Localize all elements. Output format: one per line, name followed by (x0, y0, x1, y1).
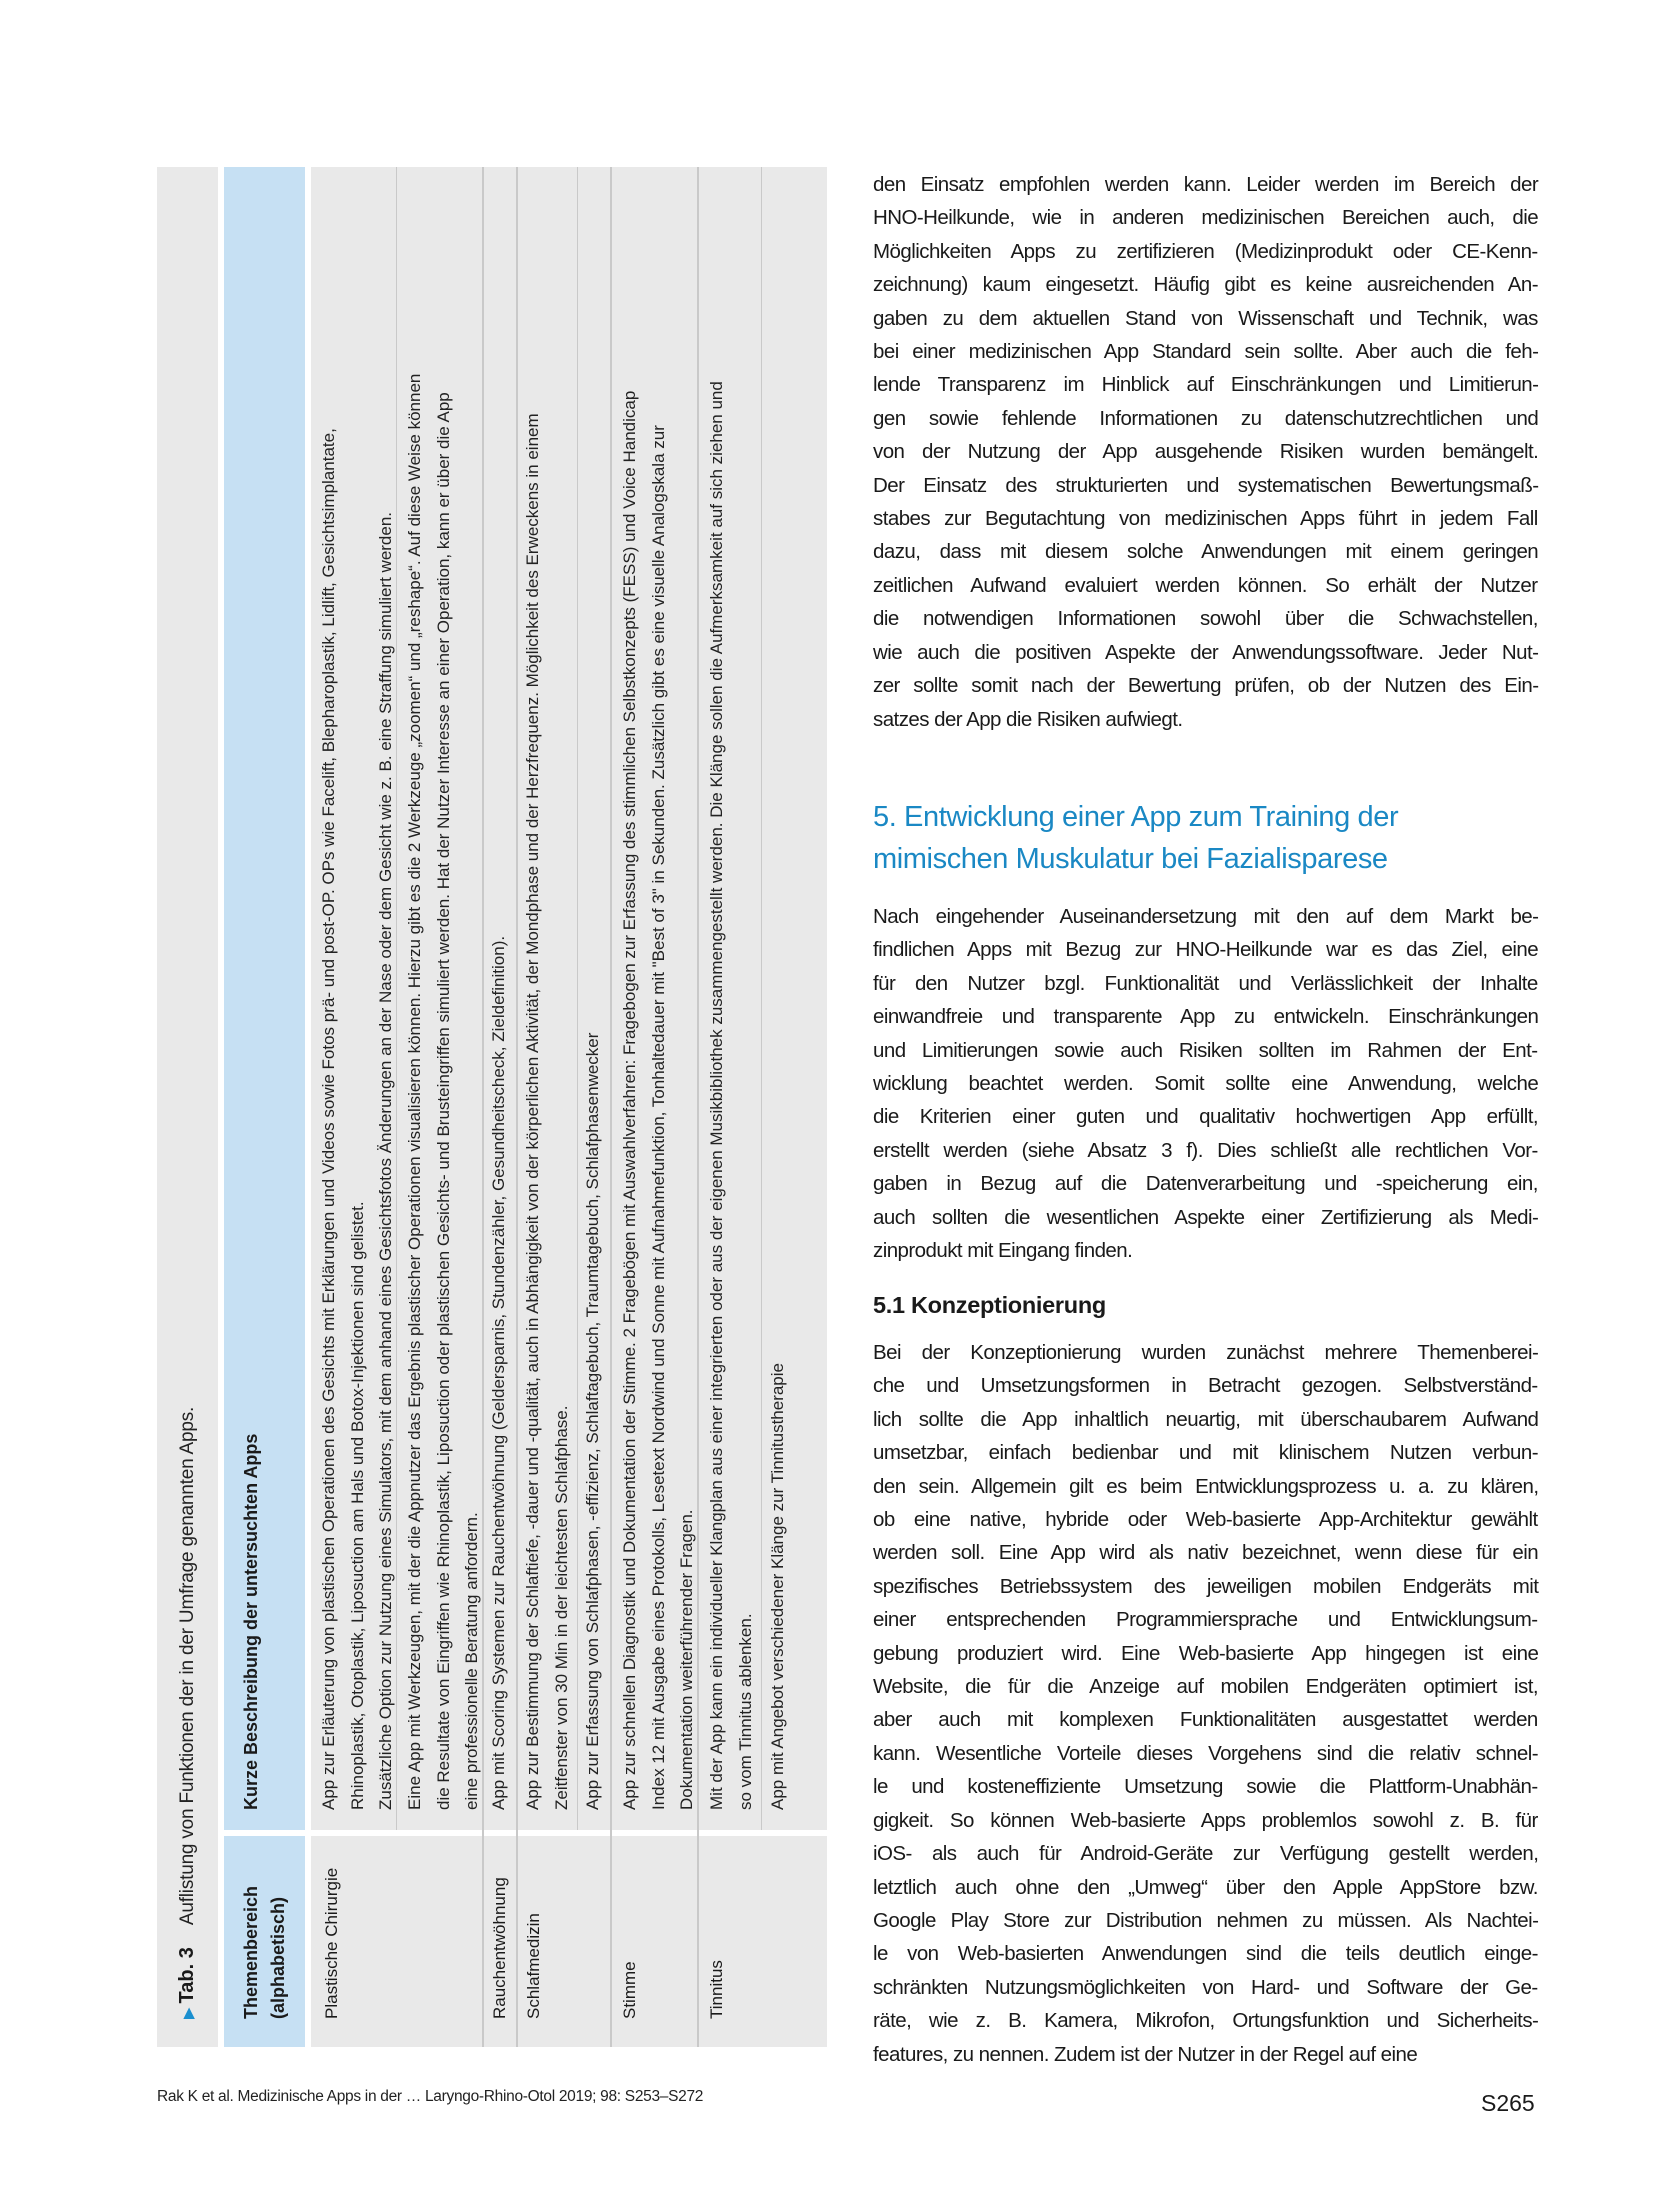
text-line: Nach eingehender Auseinandersetzung mit den auf dem Markt be- (873, 905, 1539, 928)
page-number: S265 (1481, 2090, 1535, 2116)
text-line: spezifisches Betriebssystem des jeweiligen mobilen Endgeräts mit (873, 1574, 1539, 1598)
header-col1-line1: Themenbereich (241, 1885, 261, 2019)
column-divider (518, 1830, 610, 1836)
text-line: die Kriterien einer guten und qualitativ hochwertigen App erfüllt, (873, 1105, 1539, 1129)
text-line: und Limitierungen sowie auch Risiken sollten im Rahmen der Ent- (873, 1038, 1538, 1062)
desc-line: App mit Scoring Systemen zur Rauchentwöhnung (Geldersparnis, Stundenzähler, Gesundheitscheck, Zieldefinition). (489, 935, 508, 1810)
text-line: wie auch die positiven Aspekte der Anwendungssoftware. Jeder Nut- (873, 640, 1539, 664)
text-line: iOS- als auch für Android-Geräte zur Verfügung gestellt werden, (873, 1842, 1539, 1866)
desc-line: Zusätzliche Option zur Nutzung eines Simulators, mit dem anhand eines Gesichtsfotos Änderungen an der Nase oder dem Gesicht wie z. B. eine Straffung simuliert werden. (376, 511, 395, 1810)
table-row (397, 167, 484, 1830)
text-line: erstellt werden (siehe Absatz 3 f). Dies schließt alle rechtlichen Vor- (873, 1138, 1538, 1162)
text-line: Google Play Store zur Distribution nehmen zu müssen. Als Nachtei- (873, 1908, 1539, 1932)
table-row (518, 167, 578, 1830)
text-line: den sein. Allgemein gilt es beim Entwicklungsprozess u. a. zu klären, (873, 1474, 1539, 1498)
column-divider (699, 1830, 827, 1836)
table-group-schlafmedizin (518, 167, 612, 2047)
text-line: kann. Wesentliche Vorteile dieses Vorgehens sind die relativ schnel- (873, 1741, 1538, 1765)
topic-cell: Rauchentwöhnung (490, 1877, 509, 2019)
subsection-paragraph (873, 1336, 1538, 2071)
text-line: Möglichkeiten Apps zu zertifizieren (Medizinprodukt oder CE-Kenn- (873, 239, 1538, 263)
text-line: einer entsprechenden Programmiersprache und Entwicklungsum- (873, 1608, 1538, 1632)
header-beschreibung: Kurze Beschreibung der untersuchten Apps (224, 167, 305, 1830)
text-line: umsetzbar, einfach bedienbar und mit klinischem Nutzen verbun- (873, 1441, 1539, 1465)
triangle-marker-icon: ▶ (179, 2007, 197, 2019)
desc-line: eine professionelle Beratung anfordern. (462, 1512, 481, 1810)
text-line: satzes der App die Risiken aufwiegt. (873, 707, 1183, 731)
text-line: stabes zur Begutachtung von medizinischen Apps führt in jedem Fall (873, 507, 1538, 531)
topic-cell: Tinnitus (707, 1960, 726, 2019)
column-divider (612, 1830, 697, 1836)
table-row (699, 167, 762, 1830)
text-line: gebung produziert wird. Eine Web-basierte App hingegen ist eine (873, 1641, 1539, 1665)
table-header (224, 167, 305, 2047)
text-line: die notwendigen Informationen sowohl über die Schwachstellen, (873, 607, 1538, 631)
text-line: lich sollte die App inhaltlich neuartig, mit überschaubarem Aufwand (873, 1407, 1539, 1431)
text-line: für den Nutzer bzgl. Funktionalität und Verlässlichkeit der Inhalte (873, 971, 1538, 995)
text-line: räte, wie z. B. Kamera, Mikrofon, Ortungsfunktion und Sicherheits- (873, 2009, 1539, 2033)
desc-line: Dokumentation weiterführender Fragen. (677, 1509, 696, 1810)
desc-line: App zur schnellen Diagnostik und Dokumentation der Stimme. 2 Fragebögen mit Auswahlverfahren: Fragebogen zur Erfassung des stimmlichen Selbstkonzepts (FESS) und Voice Handicap (620, 390, 639, 1810)
header-col1-line2: (alphabetisch) (268, 1896, 288, 2019)
table-group-stimme (612, 167, 699, 2047)
topic-cell: Plastische Chirurgie (322, 1867, 341, 2019)
desc-line: die Resultate von Eingriffen wie Rhinoplastik, Liposuction oder plastischen Gesichts- und Brusteingriffen simuliert werden. Hat der Nutzer Interesse an einer Operation, kann er über die App (433, 392, 453, 1810)
desc-line: so vom Tinnitus ablenken. (735, 1613, 755, 1810)
section-title-line1: 5. Entwicklung einer App zum Training der (873, 801, 1399, 833)
table-row (311, 167, 397, 1830)
desc-line: Zeitfenster von 30 Min in der leichtesten Schlafphase. (551, 1405, 571, 1810)
text-line: le von Web-basierten Anwendungen sind die teils deutlich einge- (873, 1942, 1538, 1966)
table-3 (157, 167, 827, 2047)
text-line: gen sowie fehlende Informationen zu datenschutzrechtlichen und (873, 406, 1539, 430)
table-group-tinnitus (699, 167, 827, 2047)
topic-cell: Schlafmedizin (524, 1913, 543, 2019)
text-line: dazu, dass mit diesem solche Anwendungen mit einem geringen (873, 540, 1539, 564)
footer-citation: Rak K et al. Medizinische Apps in der … Laryngo-Rhino-Otol 2019; 98: S253–S272 (157, 2088, 704, 2105)
text-line: lende Transparenz im Hinblick auf Einschränkungen und Limitierun- (873, 373, 1539, 397)
header-themenbereich (224, 1836, 305, 2047)
text-line: che und Umsetzungsformen in Betracht gezogen. Selbstverständ- (873, 1374, 1538, 1398)
table-row (484, 167, 518, 1830)
section-title-line2: mimischen Muskulatur bei Fazialisparese (873, 843, 1388, 875)
text-line: Der Einsatz des strukturierten und systematischen Bewertungsmaß- (873, 473, 1539, 497)
text-line: findlichen Apps mit Bezug zur HNO-Heilkunde war es das Ziel, eine (873, 938, 1539, 962)
intro-paragraph (873, 168, 1538, 736)
table-row (578, 167, 612, 1830)
text-line: zeichnung) kaum eingesetzt. Häufig gibt es keine ausreichenden An- (873, 273, 1539, 297)
text-line: aber auch mit komplexen Funktionalitäten ausgestattet werden (873, 1708, 1538, 1732)
text-line: letztlich auch ohne den „Umweg“ über den Apple AppStore bzw. (873, 1875, 1538, 1899)
topic-cell: Stimme (620, 1961, 639, 2019)
desc-line: App mit Angebot verschiedener Klänge zur Tinnitustherapie (768, 1363, 787, 1810)
desc-line: App zur Erläuterung von plastischen Operationen des Gesichts mit Erklärungen und Videos sowie Fotos prä- und post-OP. OPs wie Facelift, Blepharoplastik, Lidlift, Gesichtsimplantate, (319, 428, 338, 1810)
desc-line: App zur Erfassung von Schlafphasen, -effizienz, Schlaftagebuch, Traumtagebuch, Schlafphasenwecker (583, 1032, 602, 1810)
text-line: schränkten Nutzungsmöglichkeiten von Hard- und Software der Ge- (873, 1975, 1538, 1999)
section-paragraph (873, 900, 1538, 1267)
table-body (311, 167, 827, 2047)
table-group-plastische-chirurgie (311, 167, 484, 2047)
text-line: le und kosteneffiziente Umsetzung sowie die Plattform-Unabhän- (873, 1775, 1538, 1799)
text-line: Bei der Konzeptionierung wurden zunächst mehrere Themenberei- (873, 1341, 1539, 1364)
text-line: HNO-Heilkunde, wie in anderen medizinischen Bereichen auch, die (873, 206, 1539, 230)
text-line: zinprodukt mit Eingang finden. (873, 1239, 1133, 1263)
text-line: Website, die für die Anzeige auf mobilen Endgeräten optimiert ist, (873, 1675, 1539, 1699)
text-line: gaben zu dem aktuellen Stand von Wissenschaft und Technik, was (873, 306, 1538, 330)
text-line: wicklung beachtet werden. Somit sollte eine Anwendung, welche (873, 1072, 1539, 1096)
text-line: einwandfreie und transparente App zu entwickeln. Einschränkungen (873, 1005, 1539, 1029)
text-line: gigkeit. So können Web-basierte Apps problemlos sowohl z. B. für (873, 1808, 1538, 1832)
column-divider (484, 1830, 516, 1836)
table-group-rauchentwoehnung (484, 167, 518, 2047)
desc-line: Rhinoplastik, Otoplastik, Liposuction am Hals und Botox-Injektionen sind gelistet. (347, 1201, 367, 1810)
text-line: ob eine native, hybride oder Web-basierte App-Architektur gewählt (873, 1508, 1538, 1532)
text-line: auch sollten die wesentlichen Aspekte einer Zertifizierung als Medi- (873, 1205, 1539, 1229)
text-line: gaben in Bezug auf die Datenverarbeitung und -speicherung ein, (873, 1172, 1538, 1196)
text-line: den Einsatz empfohlen werden kann. Leider werden im Bereich der (873, 173, 1539, 196)
text-line: features, zu nennen. Zudem ist der Nutzer in der Regel auf eine (873, 2042, 1418, 2066)
text-line: werden soll. Eine App wird als nativ bezeichnet, wenn diese für ein (873, 1541, 1539, 1565)
desc-line: Eine App mit Werkzeugen, mit der die Appnutzer das Ergebnis plastischer Operationen visualisieren können. Hierzu gibt es die 2 Werkzeuge „zoomen“ und „reshape“. Auf diese Weise können (405, 373, 424, 1810)
subsection-title: 5.1 Konzeptionierung (873, 1292, 1106, 1318)
text-line: zeitlichen Aufwand evaluiert werden können. So erhält der Nutzer (873, 573, 1538, 597)
table-caption-text: Auflistung von Funktionen der in der Umfrage genannten Apps. (176, 1406, 198, 1926)
table-row (762, 167, 812, 1830)
section-title (873, 796, 1553, 880)
desc-line: Index 12 mit Ausgabe eines Protokolls, Lesetext Nordwind und Sonne mit Aufnahmefunktion, Tonhaltedauer mit "Best of 3" in Sekunden. Zusätzlich gibt es eine visuelle Analogskala zur (648, 425, 668, 1810)
desc-line: App zur Bestimmung der Schlaftiefe, -dauer und -qualität, auch in Abhängigkeit von der körperlichen Aktivität, der Mondphase und der Herzfrequenz. Möglichkeit des Erweckens in einem (523, 413, 542, 1810)
text-line: zer sollte somit nach der Bewertung prüfen, ob der Nutzen des Ein- (873, 674, 1539, 698)
text-line: bei einer medizinischen App Standard sein sollte. Aber auch die feh- (873, 340, 1539, 364)
text-line: von der Nutzung der App ausgehende Risiken wurden bemängelt. (873, 440, 1539, 464)
table-row (612, 167, 699, 1830)
desc-line: Mit der App kann ein individueller Klangplan aus einer integrierten oder aus der eigenen Musikbibliothek zusammengestellt werden. Die Klänge sollen die Aufmerksamkeit auf sich ziehen und (707, 381, 726, 1810)
table-label: Tab. 3 (176, 1947, 198, 2004)
table-caption (157, 167, 218, 2047)
column-divider (311, 1830, 482, 1836)
